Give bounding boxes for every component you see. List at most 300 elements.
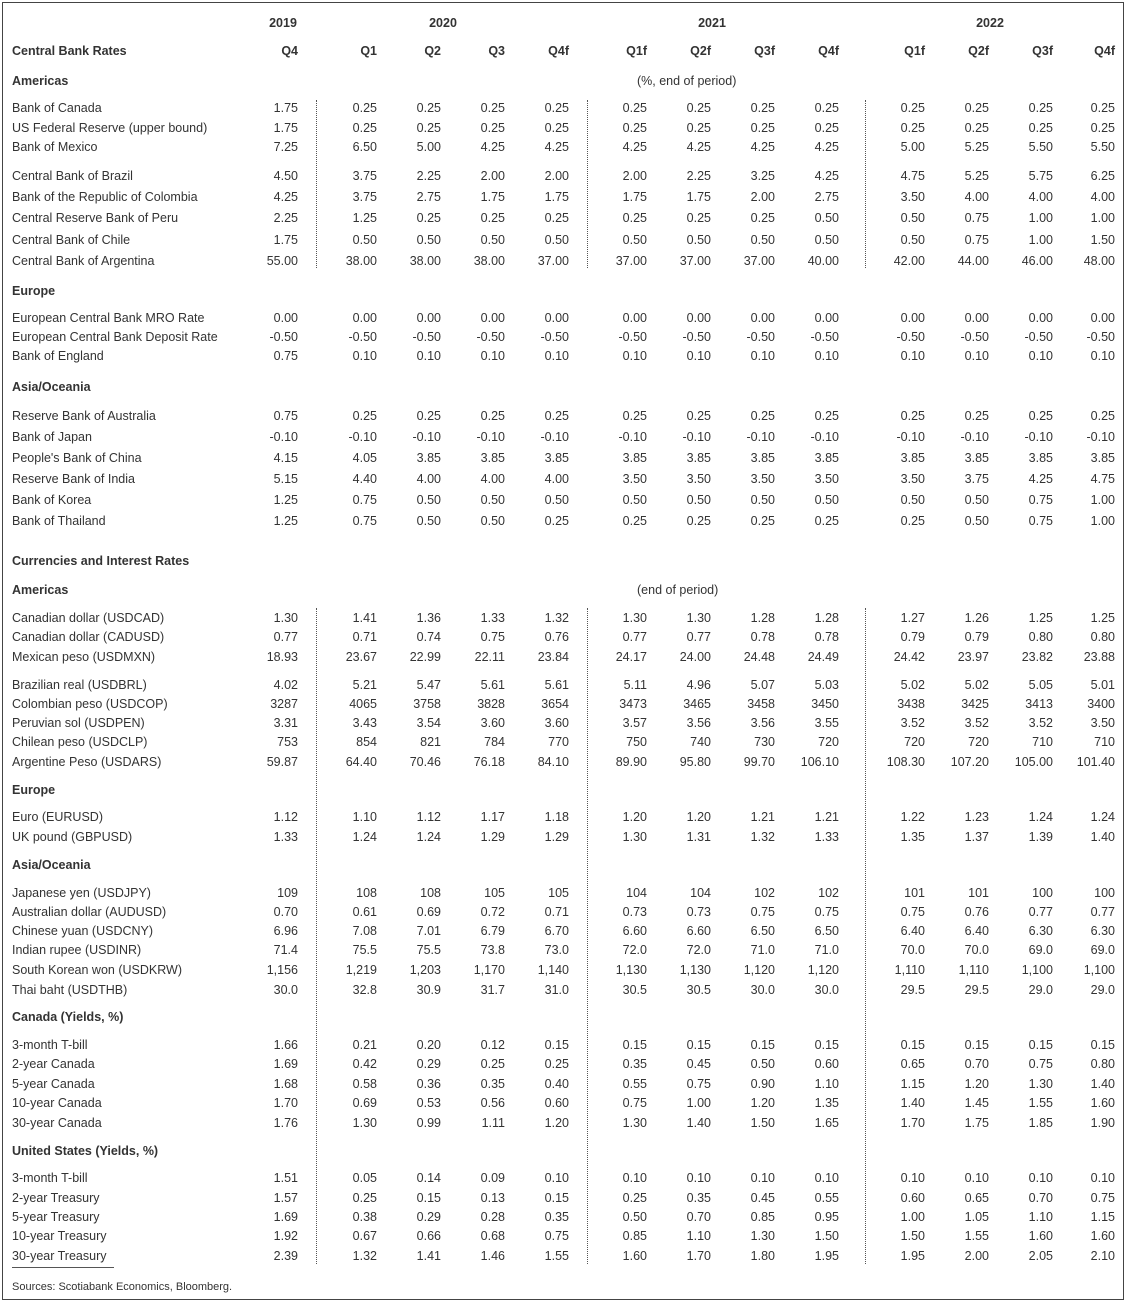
table-cell: 5.61 xyxy=(480,678,505,692)
table-cell: 1.20 xyxy=(686,810,711,824)
table-cell: 0.55 xyxy=(814,1191,839,1205)
table-cell: 70.46 xyxy=(409,755,441,769)
section-heading: Asia/Oceania xyxy=(12,858,91,872)
table-cell: 0.05 xyxy=(352,1171,377,1185)
table-cell: 0.25 xyxy=(750,514,775,528)
column-separator xyxy=(316,100,317,268)
table-cell: 2.25 xyxy=(686,169,711,183)
units-note: (%, end of period) xyxy=(637,74,737,88)
table-cell: 3438 xyxy=(897,697,925,711)
table-cell: 1.75 xyxy=(273,233,298,247)
table-cell: 4.25 xyxy=(544,140,569,154)
table-cell: 4.40 xyxy=(352,472,377,486)
table-cell: 0.50 xyxy=(964,493,989,507)
table-cell: 1.32 xyxy=(352,1249,377,1263)
table-cell: 5.25 xyxy=(964,140,989,154)
table-cell: 0.25 xyxy=(814,409,839,423)
table-cell: 720 xyxy=(818,735,839,749)
table-cell: 0.75 xyxy=(273,409,298,423)
table-cell: 4.25 xyxy=(686,140,711,154)
table-cell: 0.25 xyxy=(416,211,441,225)
quarter-header: Q4f xyxy=(818,44,839,58)
table-cell: 70.0 xyxy=(900,943,925,957)
table-cell: 0.75 xyxy=(352,493,377,507)
table-cell: 4.25 xyxy=(622,140,647,154)
table-cell: 0.75 xyxy=(1028,1057,1053,1071)
table-cell: 1.33 xyxy=(273,830,298,844)
table-cell: -0.10 xyxy=(810,430,839,444)
table-cell: 2.00 xyxy=(544,169,569,183)
table-cell: 37.00 xyxy=(743,254,775,268)
table-cell: 0.25 xyxy=(750,101,775,115)
table-cell: 0.70 xyxy=(964,1057,989,1071)
table-cell: 1.28 xyxy=(750,611,775,625)
table-cell: -0.50 xyxy=(1086,330,1115,344)
table-cell: -0.10 xyxy=(540,430,569,444)
quarter-header: Q1f xyxy=(904,44,925,58)
table-cell: 3287 xyxy=(270,697,298,711)
table-cell: 5.61 xyxy=(544,678,569,692)
table-cell: 1.00 xyxy=(686,1096,711,1110)
table-cell: -0.50 xyxy=(682,330,711,344)
table-cell: 0.75 xyxy=(480,630,505,644)
table-cell: 1.90 xyxy=(1090,1116,1115,1130)
table-cell: 1.37 xyxy=(964,830,989,844)
table-cell: 0.09 xyxy=(480,1171,505,1185)
table-cell: 6.50 xyxy=(814,924,839,938)
table-cell: 1.75 xyxy=(964,1116,989,1130)
table-cell: 0.77 xyxy=(622,630,647,644)
table-cell: 1,219 xyxy=(345,963,377,977)
table-cell: 0.80 xyxy=(1090,630,1115,644)
table-cell: 24.00 xyxy=(679,650,711,664)
table-cell: 3.60 xyxy=(544,716,569,730)
table-cell: 0.25 xyxy=(964,409,989,423)
table-cell: 101.40 xyxy=(1076,755,1115,769)
table-cell: 105 xyxy=(484,886,505,900)
table-cell: -0.50 xyxy=(960,330,989,344)
table-cell: 0.25 xyxy=(686,514,711,528)
table-cell: 4.00 xyxy=(1028,190,1053,204)
table-cell: 3828 xyxy=(477,697,505,711)
table-cell: -0.50 xyxy=(746,330,775,344)
table-cell: 1.21 xyxy=(814,810,839,824)
table-cell: 30.5 xyxy=(686,983,711,997)
table-cell: 3.75 xyxy=(352,190,377,204)
table-cell: 3.50 xyxy=(900,190,925,204)
row-label: Colombian peso (USDCOP) xyxy=(12,697,168,711)
table-cell: 0.35 xyxy=(622,1057,647,1071)
table-cell: 1.00 xyxy=(1028,211,1053,225)
quarter-header: Q1 xyxy=(360,44,377,58)
table-cell: 0.00 xyxy=(814,311,839,325)
table-cell: 0.80 xyxy=(1028,630,1053,644)
table-cell: 730 xyxy=(754,735,775,749)
row-label: People's Bank of China xyxy=(12,451,142,465)
table-cell: 72.0 xyxy=(686,943,711,957)
table-cell: 84.10 xyxy=(537,755,569,769)
table-cell: 1,110 xyxy=(894,963,925,977)
table-cell: 1.20 xyxy=(750,1096,775,1110)
table-cell: 4.50 xyxy=(273,169,298,183)
table-cell: 6.79 xyxy=(480,924,505,938)
row-label: Bank of Thailand xyxy=(12,514,106,528)
table-cell: 0.72 xyxy=(480,905,505,919)
footnote-rule xyxy=(12,1267,114,1268)
table-cell: 5.25 xyxy=(964,169,989,183)
table-cell: 1.00 xyxy=(900,1210,925,1224)
table-cell: 2.00 xyxy=(480,169,505,183)
table-cell: 0.25 xyxy=(814,121,839,135)
table-cell: 0.35 xyxy=(686,1191,711,1205)
table-cell: 1.11 xyxy=(481,1116,505,1130)
table-cell: 4.25 xyxy=(814,140,839,154)
table-cell: 2.25 xyxy=(416,169,441,183)
row-label: Indian rupee (USDINR) xyxy=(12,943,142,957)
table-cell: 7.25 xyxy=(273,140,298,154)
table-cell: 1.24 xyxy=(416,830,441,844)
table-cell: 0.00 xyxy=(352,311,377,325)
row-label: Canadian dollar (USDCAD) xyxy=(12,611,165,625)
table-cell: 1.30 xyxy=(622,611,647,625)
table-cell: 1.60 xyxy=(622,1249,647,1263)
table-cell: 0.75 xyxy=(273,349,298,363)
table-cell: 3.50 xyxy=(686,472,711,486)
table-cell: 4.96 xyxy=(686,678,711,692)
table-cell: 4.25 xyxy=(814,169,839,183)
table-cell: 0.15 xyxy=(814,1038,839,1052)
table-cell: -0.10 xyxy=(682,430,711,444)
table-cell: 104 xyxy=(626,886,647,900)
table-cell: 30.0 xyxy=(273,983,298,997)
table-cell: 3.57 xyxy=(622,716,647,730)
table-cell: 5.15 xyxy=(273,472,298,486)
table-cell: 5.03 xyxy=(814,678,839,692)
table-cell: 0.50 xyxy=(814,211,839,225)
table-cell: 1.25 xyxy=(1090,611,1115,625)
table-cell: 0.75 xyxy=(964,211,989,225)
table-cell: 1.60 xyxy=(1028,1229,1053,1243)
table-cell: 1.55 xyxy=(544,1249,569,1263)
table-cell: 75.5 xyxy=(352,943,377,957)
table-cell: 108 xyxy=(356,886,377,900)
table-cell: 0.25 xyxy=(480,409,505,423)
table-cell: 1.22 xyxy=(900,810,925,824)
table-cell: 0.75 xyxy=(964,233,989,247)
column-separator xyxy=(865,608,866,1264)
table-cell: 0.25 xyxy=(964,101,989,115)
table-cell: 2.00 xyxy=(964,1249,989,1263)
table-cell: 1.68 xyxy=(273,1077,298,1091)
table-cell: 0.66 xyxy=(416,1229,441,1243)
table-cell: 0.25 xyxy=(686,211,711,225)
table-cell: 0.25 xyxy=(900,514,925,528)
table-cell: 0.75 xyxy=(814,905,839,919)
table-cell: 5.02 xyxy=(964,678,989,692)
table-cell: 0.35 xyxy=(480,1077,505,1091)
table-cell: 0.75 xyxy=(622,1096,647,1110)
table-cell: 3.75 xyxy=(964,472,989,486)
table-cell: 0.68 xyxy=(480,1229,505,1243)
table-cell: 40.00 xyxy=(807,254,839,268)
table-cell: 1.27 xyxy=(900,611,925,625)
table-cell: 1.18 xyxy=(544,810,569,824)
table-cell: 0.25 xyxy=(416,101,441,115)
table-cell: 0.15 xyxy=(1090,1038,1115,1052)
row-label: Chinese yuan (USDCNY) xyxy=(12,924,154,938)
table-cell: 0.75 xyxy=(1090,1191,1115,1205)
table-cell: 0.15 xyxy=(900,1038,925,1052)
table-cell: 4.00 xyxy=(544,472,569,486)
table-cell: 0.25 xyxy=(964,121,989,135)
table-cell: 101 xyxy=(968,886,989,900)
table-cell: -0.50 xyxy=(540,330,569,344)
table-cell: 0.00 xyxy=(1028,311,1053,325)
table-cell: 6.40 xyxy=(900,924,925,938)
row-label: 2-year Treasury xyxy=(12,1191,100,1205)
table-cell: -0.50 xyxy=(618,330,647,344)
table-cell: 37.00 xyxy=(537,254,569,268)
table-cell: 0.25 xyxy=(1090,101,1115,115)
table-cell: 0.50 xyxy=(480,233,505,247)
table-cell: 4.25 xyxy=(750,140,775,154)
table-cell: 1.60 xyxy=(1090,1229,1115,1243)
table-cell: 0.70 xyxy=(1028,1191,1053,1205)
year-header: 2021 xyxy=(698,16,726,30)
table-cell: 3.60 xyxy=(480,716,505,730)
table-cell: 710 xyxy=(1094,735,1115,749)
table-cell: 0.75 xyxy=(750,905,775,919)
table-cell: 5.11 xyxy=(623,678,647,692)
table-cell: 75.5 xyxy=(416,943,441,957)
table-cell: 0.79 xyxy=(900,630,925,644)
table-cell: 0.25 xyxy=(900,121,925,135)
table-cell: 1.21 xyxy=(750,810,775,824)
table-cell: 0.00 xyxy=(544,311,569,325)
table-cell: 0.21 xyxy=(352,1038,377,1052)
table-cell: 1,203 xyxy=(409,963,441,977)
table-cell: 3458 xyxy=(747,697,775,711)
table-cell: 0.25 xyxy=(544,211,569,225)
row-label: 5-year Canada xyxy=(12,1077,95,1091)
table-cell: 1.40 xyxy=(1090,830,1115,844)
row-label: 10-year Canada xyxy=(12,1096,102,1110)
table-cell: 6.50 xyxy=(750,924,775,938)
table-cell: 0.10 xyxy=(1028,1171,1053,1185)
table-cell: 1.75 xyxy=(273,101,298,115)
table-cell: 1.46 xyxy=(480,1249,505,1263)
row-label: Bank of Mexico xyxy=(12,140,98,154)
table-cell: 72.0 xyxy=(622,943,647,957)
table-cell: -0.10 xyxy=(1086,430,1115,444)
table-cell: 0.25 xyxy=(750,409,775,423)
table-cell: 0.15 xyxy=(544,1038,569,1052)
table-cell: 1.25 xyxy=(1028,611,1053,625)
table-cell: 76.18 xyxy=(473,755,505,769)
table-cell: 0.61 xyxy=(352,905,377,919)
table-cell: 0.60 xyxy=(544,1096,569,1110)
table-cell: 1.26 xyxy=(964,611,989,625)
table-cell: 30.9 xyxy=(416,983,441,997)
table-cell: 1,156 xyxy=(266,963,298,977)
table-cell: 1.35 xyxy=(814,1096,839,1110)
table-cell: 0.35 xyxy=(544,1210,569,1224)
table-cell: 0.75 xyxy=(544,1229,569,1243)
table-cell: 0.25 xyxy=(544,121,569,135)
table-cell: 0.58 xyxy=(352,1077,377,1091)
table-cell: 0.15 xyxy=(1028,1038,1053,1052)
table-cell: 0.28 xyxy=(480,1210,505,1224)
table-cell: -0.50 xyxy=(476,330,505,344)
table-cell: 0.50 xyxy=(622,1210,647,1224)
table-cell: 0.10 xyxy=(416,349,441,363)
table-cell: 0.10 xyxy=(544,1171,569,1185)
table-cell: 1.30 xyxy=(1028,1077,1053,1091)
table-cell: 4.02 xyxy=(273,678,298,692)
row-label: Peruvian sol (USDPEN) xyxy=(12,716,145,730)
table-cell: 46.00 xyxy=(1021,254,1053,268)
table-cell: 0.25 xyxy=(480,121,505,135)
table-cell: 104 xyxy=(690,886,711,900)
table-cell: 37.00 xyxy=(679,254,711,268)
row-label: Bank of the Republic of Colombia xyxy=(12,190,198,204)
table-cell: 750 xyxy=(626,735,647,749)
row-label: Japanese yen (USDJPY) xyxy=(12,886,151,900)
table-cell: 1.20 xyxy=(964,1077,989,1091)
table-cell: 0.78 xyxy=(750,630,775,644)
table-cell: 0.25 xyxy=(352,1191,377,1205)
table-cell: 0.15 xyxy=(686,1038,711,1052)
table-cell: 1,100 xyxy=(1021,963,1053,977)
table-cell: 0.45 xyxy=(686,1057,711,1071)
table-cell: 1.51 xyxy=(273,1171,298,1185)
table-cell: 2.75 xyxy=(814,190,839,204)
table-cell: 0.00 xyxy=(686,311,711,325)
row-label: 3-month T-bill xyxy=(12,1038,88,1052)
table-cell: 784 xyxy=(484,735,505,749)
table-cell: 0.25 xyxy=(686,101,711,115)
table-cell: 70.0 xyxy=(964,943,989,957)
table-cell: 0.50 xyxy=(750,233,775,247)
table-cell: 71.4 xyxy=(273,943,298,957)
row-label: Central Bank of Chile xyxy=(12,233,131,247)
table-cell: 0.25 xyxy=(686,409,711,423)
table-cell: 3.85 xyxy=(1028,451,1053,465)
table-cell: -0.50 xyxy=(810,330,839,344)
table-cell: 3413 xyxy=(1025,697,1053,711)
block-title: Currencies and Interest Rates xyxy=(12,554,190,568)
section-heading: Americas xyxy=(12,74,69,88)
table-cell: 3.31 xyxy=(273,716,298,730)
table-cell: 38.00 xyxy=(473,254,505,268)
table-cell: 71.0 xyxy=(750,943,775,957)
table-cell: 0.25 xyxy=(544,101,569,115)
table-cell: 0.50 xyxy=(480,514,505,528)
table-cell: 0.25 xyxy=(480,211,505,225)
table-cell: 0.79 xyxy=(964,630,989,644)
table-cell: 0.10 xyxy=(750,349,775,363)
table-cell: 1,140 xyxy=(537,963,569,977)
table-cell: 1.40 xyxy=(1090,1077,1115,1091)
table-cell: 22.11 xyxy=(474,650,505,664)
table-cell: 105 xyxy=(548,886,569,900)
quarter-header: Q4f xyxy=(548,44,569,58)
table-cell: 740 xyxy=(690,735,711,749)
table-cell: 0.99 xyxy=(416,1116,441,1130)
table-cell: 0.67 xyxy=(352,1229,377,1243)
table-cell: 44.00 xyxy=(957,254,989,268)
table-cell: 3.25 xyxy=(750,169,775,183)
table-cell: 1,110 xyxy=(958,963,989,977)
table-cell: 0.77 xyxy=(1090,905,1115,919)
table-cell: 0.50 xyxy=(900,211,925,225)
table-cell: 1.30 xyxy=(750,1229,775,1243)
table-cell: 3425 xyxy=(961,697,989,711)
table-cell: 5.50 xyxy=(1028,140,1053,154)
row-label: South Korean won (USDKRW) xyxy=(12,963,182,977)
table-cell: 59.87 xyxy=(266,755,298,769)
year-header: 2020 xyxy=(429,16,457,30)
table-cell: 0.25 xyxy=(622,409,647,423)
table-cell: 0.25 xyxy=(544,1057,569,1071)
table-cell: 3.50 xyxy=(1090,716,1115,730)
row-label: Mexican peso (USDMXN) xyxy=(12,650,156,664)
table-cell: -0.50 xyxy=(1024,330,1053,344)
table-cell: 1.00 xyxy=(1028,233,1053,247)
table-cell: 0.75 xyxy=(900,905,925,919)
table-cell: 0.71 xyxy=(352,630,377,644)
table-cell: 24.49 xyxy=(807,650,839,664)
table-cell: 3.75 xyxy=(352,169,377,183)
table-cell: 24.17 xyxy=(615,650,647,664)
table-cell: 4.75 xyxy=(1090,472,1115,486)
row-label: European Central Bank Deposit Rate xyxy=(12,330,218,344)
table-cell: 1.28 xyxy=(814,611,839,625)
table-cell: 0.10 xyxy=(622,1171,647,1185)
table-cell: 0.25 xyxy=(352,121,377,135)
table-cell: 3.56 xyxy=(686,716,711,730)
quarter-header: Q4f xyxy=(1094,44,1115,58)
table-cell: -0.10 xyxy=(960,430,989,444)
table-cell: 1.50 xyxy=(900,1229,925,1243)
table-cell: 0.53 xyxy=(416,1096,441,1110)
table-cell: 1.69 xyxy=(273,1057,298,1071)
table-cell: 108.30 xyxy=(886,755,925,769)
table-cell: 5.00 xyxy=(900,140,925,154)
column-separator xyxy=(316,608,317,1264)
table-cell: 0.25 xyxy=(480,101,505,115)
table-cell: 0.29 xyxy=(416,1057,441,1071)
table-cell: 0.25 xyxy=(750,121,775,135)
table-cell: 42.00 xyxy=(893,254,925,268)
source-footnote: Sources: Scotiabank Economics, Bloomberg. xyxy=(12,1281,233,1293)
table-cell: 1.25 xyxy=(273,514,298,528)
table-cell: 3.85 xyxy=(416,451,441,465)
table-cell: 1.15 xyxy=(900,1077,925,1091)
row-label: Bank of Korea xyxy=(12,493,92,507)
table-cell: 3.52 xyxy=(964,716,989,730)
table-cell: 99.70 xyxy=(743,755,775,769)
table-cell: 0.25 xyxy=(1028,101,1053,115)
table-cell: 1.75 xyxy=(544,190,569,204)
table-cell: 0.50 xyxy=(964,514,989,528)
table-cell: 1.20 xyxy=(622,810,647,824)
table-cell: 89.90 xyxy=(615,755,647,769)
table-cell: 30.0 xyxy=(814,983,839,997)
row-label: Thai baht (USDTHB) xyxy=(12,983,128,997)
table-cell: 1.69 xyxy=(273,1210,298,1224)
table-cell: 3654 xyxy=(541,697,569,711)
